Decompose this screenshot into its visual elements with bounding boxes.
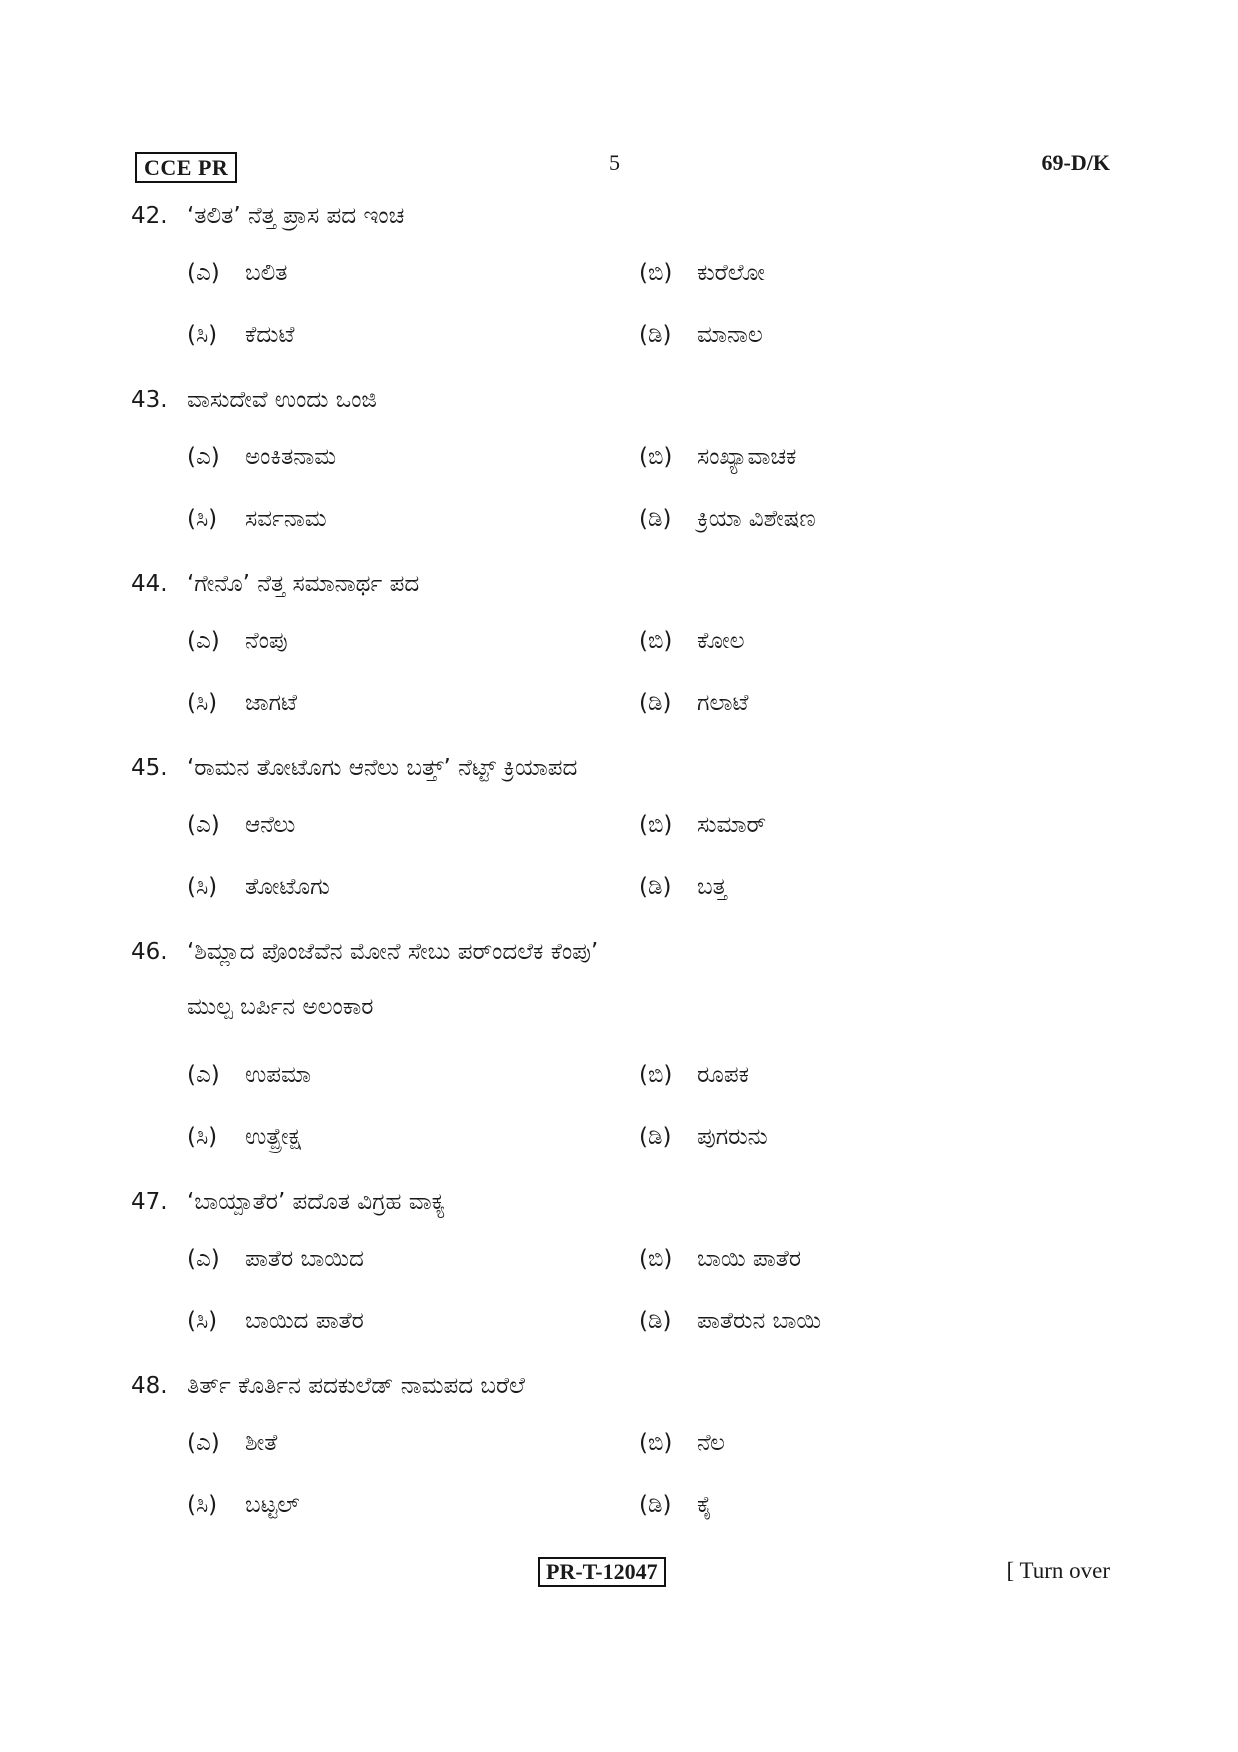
option-letter: (ಸಿ) <box>187 1492 218 1518</box>
option-d <box>639 1296 821 1358</box>
option-text: ಕುರೆಲೋ <box>697 260 765 286</box>
option-grid <box>131 432 1111 556</box>
question-text: ‘ತಲಿತ’ ನೆತ್ತ ಪ್ರಾಸ ಪದ ಇಂಚ <box>187 203 405 229</box>
option-letter: (ಬಿ) <box>639 1246 673 1272</box>
question <box>131 1182 1111 1358</box>
option-text: ಬಾಯಿ ಪಾತೆರ <box>697 1246 801 1272</box>
option-letter: (ಬಿ) <box>639 1062 673 1088</box>
option-letter: (ಡಿ) <box>639 874 672 900</box>
option-text: ಸರ್ವನಾಮ <box>245 506 327 532</box>
question <box>131 196 1111 372</box>
option-b <box>639 800 766 862</box>
option-letter: (ಬಿ) <box>639 260 673 286</box>
question <box>131 932 1111 1174</box>
option-text: ಸಂಖ್ಯಾವಾಚಕ <box>697 444 797 470</box>
option-text: ಪಾತೆರ ಬಾಯಿದ <box>245 1246 364 1272</box>
option-text: ಜಾಗಟೆ <box>245 690 298 716</box>
question-number: 42. <box>131 203 168 229</box>
option-c <box>187 1480 300 1542</box>
option-text: ನೆಲ <box>697 1430 725 1456</box>
option-letter: (ಎ) <box>187 260 220 286</box>
question-number: 43. <box>131 387 168 413</box>
option-letter: (ಎ) <box>187 812 220 838</box>
option-d <box>639 310 763 372</box>
option-letter: (ಎ) <box>187 444 220 470</box>
question-stem <box>131 380 1111 420</box>
option-letter: (ಡಿ) <box>639 506 672 532</box>
question-text: ‘ಶಿಮ್ಲಾದ ಪೊಂಜೆವೆನ ಮೋನೆ ಸೇಬು ಪರ್ಂದಲೆಕ ಕೆಂಪು’ <box>187 939 599 965</box>
option-grid <box>131 248 1111 372</box>
option-b <box>639 1234 801 1296</box>
question-text: ತಿರ್ತ್ ಕೊರ್ತಿನ ಪದಕುಲೆಡ್ ನಾಮಪದ ಬರೆಲೆ <box>187 1373 525 1399</box>
option-letter: (ಡಿ) <box>639 690 672 716</box>
option-letter: (ಡಿ) <box>639 1492 672 1518</box>
option-text: ಕ್ರಿಯಾ ವಿಶೇಷಣ <box>697 506 816 532</box>
option-letter: (ಸಿ) <box>187 874 218 900</box>
course-code-box: CCE PR <box>135 152 237 183</box>
option-text: ಕೆದುಟೆ <box>245 322 295 348</box>
option-text: ಬಾಯಿದ ಪಾತೆರ <box>245 1308 364 1334</box>
option-text: ಸುಮಾರ್ <box>697 812 767 838</box>
option-d <box>639 678 748 740</box>
question-stem <box>131 564 1111 604</box>
option-text: ತೋಟೊಗು <box>245 874 330 900</box>
paper-id-box: PR-T-12047 <box>538 1557 666 1587</box>
option-a <box>187 616 288 678</box>
option-letter: (ಡಿ) <box>639 322 672 348</box>
question-stem <box>131 932 1111 972</box>
question-list <box>131 196 1111 1542</box>
question-number: 45. <box>131 755 168 781</box>
option-text: ಆನೆಲು <box>245 812 296 838</box>
option-text: ಕೋಲ <box>697 628 745 654</box>
question-subtext: ಮುಲ್ಪ ಬರ್ಪಿನ ಅಲಂಕಾರ <box>187 994 374 1020</box>
option-grid <box>131 1234 1111 1358</box>
option-text: ನೆಂಪು <box>245 628 288 654</box>
option-b <box>639 1050 749 1112</box>
question-stem <box>131 196 1111 236</box>
option-b <box>639 432 796 494</box>
option-letter: (ಡಿ) <box>639 1308 672 1334</box>
question <box>131 748 1111 924</box>
option-c <box>187 862 330 924</box>
option-letter: (ಸಿ) <box>187 690 218 716</box>
option-text: ಬತ್ತ <box>697 874 727 900</box>
option-grid <box>131 800 1111 924</box>
question <box>131 380 1111 556</box>
option-text: ಬಟ್ಟಲ್ <box>245 1492 300 1518</box>
option-b <box>639 248 765 310</box>
question-text: ‘ಗೇನೊ’ ನೆತ್ತ ಸಮಾನಾರ್ಥ ಪದ <box>187 571 420 597</box>
option-text: ಉಪಮಾ <box>245 1062 312 1088</box>
question-stem <box>131 748 1111 788</box>
option-a <box>187 432 336 494</box>
question-stem <box>131 1182 1111 1222</box>
option-a <box>187 1050 311 1112</box>
option-c <box>187 1112 301 1174</box>
option-letter: (ಸಿ) <box>187 322 218 348</box>
option-b <box>639 1418 725 1480</box>
option-letter: (ಸಿ) <box>187 506 218 532</box>
question-text: ‘ಬಾಯ್ಪಾತೆರ’ ಪದೊತ ವಿಗ್ರಹ ವಾಕ್ಯ <box>187 1189 446 1215</box>
option-a <box>187 1234 364 1296</box>
option-text: ಕೈ <box>697 1492 713 1518</box>
question-text: ‘ರಾಮನ ತೋಟೊಗು ಆನೆಲು ಬತ್ತ್’ ನೆಟ್ಟ್ ಕ್ರಿಯಾಪದ <box>187 755 578 781</box>
option-letter: (ಬಿ) <box>639 1430 673 1456</box>
question-stem <box>131 1366 1111 1406</box>
option-text: ಶೀತೆ <box>245 1430 278 1456</box>
option-text: ಗಲಾಟೆ <box>697 690 749 716</box>
option-letter: (ಸಿ) <box>187 1124 218 1150</box>
option-grid <box>131 1050 1111 1174</box>
page-header <box>135 148 1110 184</box>
option-b <box>639 616 744 678</box>
option-letter: (ಎ) <box>187 1062 220 1088</box>
question <box>131 1366 1111 1542</box>
option-d <box>639 862 727 924</box>
option-letter: (ಸಿ) <box>187 1308 218 1334</box>
option-text: ಬಲಿತ <box>245 260 288 286</box>
question <box>131 564 1111 740</box>
paper-code: 69-D/K <box>1041 150 1110 175</box>
option-d <box>639 1480 712 1542</box>
option-text: ಮಾನಾಲ <box>697 322 763 348</box>
option-letter: (ಬಿ) <box>639 444 673 470</box>
option-text: ಪುಗರುನು <box>697 1124 768 1150</box>
option-letter: (ಡಿ) <box>639 1124 672 1150</box>
question-number: 44. <box>131 571 168 597</box>
page-footer <box>0 1557 1238 1597</box>
question-number: 47. <box>131 1189 168 1215</box>
option-letter: (ಬಿ) <box>639 628 673 654</box>
option-a <box>187 248 287 310</box>
option-d <box>639 1112 768 1174</box>
option-grid <box>131 1418 1111 1542</box>
option-text: ಅಂಕಿತನಾಮ <box>245 444 337 470</box>
option-text: ಉತ್ಪ್ರೇಕ್ಷ <box>245 1124 301 1150</box>
option-d <box>639 494 816 556</box>
option-letter: (ಎ) <box>187 628 220 654</box>
option-a <box>187 800 295 862</box>
option-grid <box>131 616 1111 740</box>
option-text: ಪಾತೆರುನ ಬಾಯಿ <box>697 1308 822 1334</box>
option-c <box>187 1296 364 1358</box>
option-c <box>187 310 294 372</box>
question-number: 48. <box>131 1373 168 1399</box>
option-c <box>187 678 297 740</box>
question-text: ವಾಸುದೇವೆ ಉಂದು ಒಂಜಿ <box>187 387 377 413</box>
option-a <box>187 1418 277 1480</box>
turn-over-note: [ Turn over <box>1006 1558 1110 1583</box>
option-text: ರೂಪಕ <box>697 1062 749 1088</box>
option-letter: (ಎ) <box>187 1430 220 1456</box>
page-number: 5 <box>609 150 620 175</box>
question-number: 46. <box>131 939 168 965</box>
option-letter: (ಎ) <box>187 1246 220 1272</box>
option-c <box>187 494 327 556</box>
option-letter: (ಬಿ) <box>639 812 673 838</box>
